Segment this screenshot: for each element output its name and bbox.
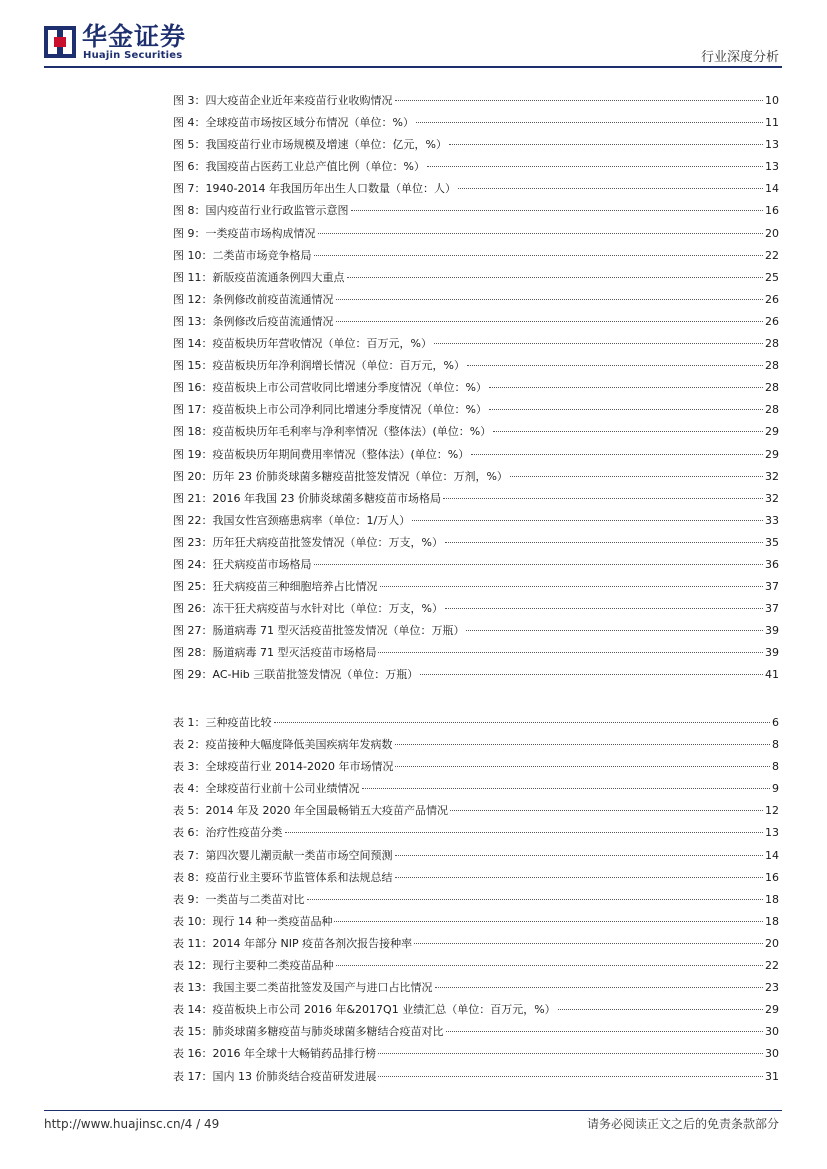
toc-page-number: 39 [765, 624, 779, 638]
dot-leader [314, 255, 764, 256]
dot-leader [395, 877, 764, 878]
dot-leader [395, 744, 771, 745]
figure-toc-row[interactable] [173, 313, 779, 335]
dot-leader [471, 454, 763, 455]
toc-page-number: 29 [765, 1003, 779, 1017]
toc-entry-title: 图 29：AC-Hib 三联苗批签发情况（单位：万瓶） [173, 668, 419, 682]
figure-toc-row[interactable] [173, 578, 779, 600]
toc-page-number: 18 [765, 914, 779, 928]
toc-entry-title: 表 11：2014 年部分 NIP 疫苗各剂次报告接种率 [173, 936, 413, 950]
dot-leader [334, 921, 763, 922]
table-toc-row[interactable] [173, 714, 779, 736]
dot-leader [414, 943, 763, 944]
brand-name-en: Huajin Securities [83, 50, 183, 61]
toc-page-number: 39 [765, 646, 779, 660]
toc-entry-title: 图 9：一类疫苗市场构成情况 [173, 226, 316, 240]
toc-entry-title: 图 8：国内疫苗行业行政监管示意图 [173, 204, 349, 218]
table-toc-row[interactable] [173, 891, 779, 913]
dot-leader [378, 1076, 763, 1077]
toc-entry-title: 图 23：历年狂犬病疫苗批签发情况（单位：万支，%） [173, 535, 443, 549]
toc-page-number: 31 [765, 1069, 779, 1083]
figure-toc-row[interactable] [173, 335, 779, 357]
figure-toc-row[interactable] [173, 158, 779, 180]
toc-entry-title: 图 7：1940-2014 年我国历年出生人口数量（单位：人） [173, 182, 456, 196]
dot-leader [412, 520, 763, 521]
toc-entry-title: 表 9：一类苗与二类苗对比 [173, 892, 305, 906]
toc-entry-title: 图 20：历年 23 价肺炎球菌多糖疫苗批签发情况（单位：万剂，%） [173, 469, 508, 483]
toc-entry-title: 表 2：疫苗接种大幅度降低美国疾病年发病数 [173, 738, 393, 752]
dot-leader [416, 122, 763, 123]
toc-page-number: 13 [765, 138, 779, 152]
toc-entry-title: 图 3：四大疫苗企业近年来疫苗行业收购情况 [173, 94, 393, 107]
table-toc-row[interactable] [173, 935, 779, 957]
dot-leader [458, 188, 763, 189]
page-header [0, 0, 827, 70]
toc-page-number: 16 [765, 204, 779, 218]
figure-toc-row[interactable] [173, 357, 779, 379]
toc-entry-title: 表 17：国内 13 价肺炎结合疫苗研发进展 [173, 1069, 377, 1083]
figure-toc-row[interactable] [173, 401, 779, 423]
figure-toc-row[interactable] [173, 247, 779, 269]
figure-toc-row[interactable] [173, 622, 779, 644]
toc-entry-title: 图 11：新版疫苗流通条例四大重点 [173, 270, 345, 284]
toc-page-number: 29 [765, 447, 779, 461]
toc-page-number: 10 [765, 94, 779, 107]
dot-leader [443, 498, 763, 499]
dot-leader [307, 899, 764, 900]
dot-leader [336, 965, 764, 966]
dot-leader [446, 1031, 764, 1032]
dot-leader [435, 987, 764, 988]
dot-leader [274, 722, 771, 723]
toc-page-number: 30 [765, 1025, 779, 1039]
toc-page-number: 14 [765, 182, 779, 196]
toc-entry-title: 表 4：全球疫苗行业前十公司业绩情况 [173, 782, 360, 796]
dot-leader [489, 409, 763, 410]
toc-entry-title: 图 10：二类苗市场竞争格局 [173, 248, 312, 262]
toc-page-number: 37 [765, 580, 779, 594]
toc-entry-title: 图 22：我国女性宫颈癌患病率（单位：1/万人） [173, 513, 411, 527]
toc-entry-title: 图 18：疫苗板块历年毛利率与净利率情况（整体法）(单位：%） [173, 425, 492, 439]
footer-url-page[interactable]: http://www.huajinsc.cn/4 / 49 [44, 1117, 220, 1131]
figure-toc-row[interactable] [173, 225, 779, 247]
header-divider [44, 66, 782, 68]
toc-entry-title: 图 28：肠道病毒 71 型灭活疫苗市场格局 [173, 646, 377, 660]
toc-entry-title: 图 26：冻干狂犬病疫苗与水针对比（单位：万支，%） [173, 602, 443, 616]
dot-leader [450, 810, 763, 811]
toc-page-number: 12 [765, 804, 779, 818]
toc-entry-title: 图 15：疫苗板块历年净利润增长情况（单位：百万元，%） [173, 359, 465, 373]
dot-leader [351, 210, 764, 211]
figure-toc-row[interactable] [173, 468, 779, 490]
toc-entry-title: 图 25：狂犬病疫苗三种细胞培养占比情况 [173, 580, 378, 594]
toc-page-number: 22 [765, 248, 779, 262]
brand-name-cn: 华金证券 [82, 22, 187, 51]
toc-entry-title: 图 14：疫苗板块历年营收情况（单位：百万元，%） [173, 337, 432, 351]
figure-toc-row[interactable] [173, 114, 779, 136]
dot-leader [380, 586, 764, 587]
toc-entry-title: 表 10：现行 14 种一类疫苗品种 [173, 914, 333, 928]
toc-page-number: 25 [765, 270, 779, 284]
table-toc-row[interactable] [173, 824, 779, 846]
figure-toc-row[interactable] [173, 92, 779, 114]
figure-toc-row[interactable] [173, 512, 779, 534]
table-list [173, 714, 779, 1090]
dot-leader [395, 766, 770, 767]
table-toc-row[interactable] [173, 913, 779, 935]
toc-page-number: 22 [765, 959, 779, 973]
toc-page-number: 37 [765, 602, 779, 616]
figure-toc-row[interactable] [173, 423, 779, 445]
toc-page-number: 41 [765, 668, 779, 682]
toc-page-number: 30 [765, 1047, 779, 1061]
dot-leader [318, 233, 764, 234]
table-toc-row[interactable] [173, 1045, 779, 1067]
dot-leader [449, 144, 763, 145]
table-toc-row[interactable] [173, 869, 779, 891]
figure-toc-row[interactable] [173, 379, 779, 401]
dot-leader [467, 365, 763, 366]
figure-toc-row[interactable] [173, 446, 779, 468]
toc-page-number: 29 [765, 425, 779, 439]
toc-entry-title: 表 12：现行主要种二类疫苗品种 [173, 959, 334, 973]
toc-page-number: 11 [765, 116, 779, 130]
footer-disclaimer: 请务必阅读正文之后的免责条款部分 [586, 1117, 779, 1131]
dot-leader [362, 788, 771, 789]
figure-toc-row[interactable] [173, 136, 779, 158]
table-toc-row[interactable] [173, 1001, 779, 1023]
table-toc-row[interactable] [173, 1023, 779, 1045]
table-toc-row[interactable] [173, 780, 779, 802]
dot-leader [510, 476, 763, 477]
toc-entry-title: 图 5：我国疫苗行业市场规模及增速（单位：亿元，%） [173, 138, 447, 152]
toc-entry-title: 图 13：条例修改后疫苗流通情况 [173, 314, 334, 328]
toc-entry-title: 表 5：2014 年及 2020 年全国最畅销五大疫苗产品情况 [173, 804, 448, 818]
toc-page-number: 8 [772, 760, 779, 774]
toc-entry-title: 表 1：三种疫苗比较 [173, 716, 272, 729]
toc-page-number: 6 [772, 716, 779, 729]
footer-divider [44, 1110, 782, 1111]
table-toc-row[interactable] [173, 736, 779, 758]
dot-leader [420, 674, 763, 675]
figure-toc-row[interactable] [173, 666, 779, 688]
toc-entry-title: 表 15：肺炎球菌多糖疫苗与肺炎球菌多糖结合疫苗对比 [173, 1025, 444, 1039]
toc-page-number: 32 [765, 491, 779, 505]
toc-page-number: 28 [765, 359, 779, 373]
huajin-logo-icon [44, 26, 76, 58]
dot-leader [493, 431, 763, 432]
toc-entry-title: 表 16：2016 年全球十大畅销药品排行榜 [173, 1047, 376, 1061]
toc-entry-title: 表 13：我国主要二类苗批签发及国产与进口占比情况 [173, 981, 433, 995]
dot-leader [445, 608, 763, 609]
figure-toc-row[interactable] [173, 600, 779, 622]
figure-list [173, 92, 779, 689]
dot-leader [558, 1009, 763, 1010]
table-toc-row[interactable] [173, 802, 779, 824]
dot-leader [466, 630, 763, 631]
figure-toc-row[interactable] [173, 490, 779, 512]
toc-page-number: 26 [765, 292, 779, 306]
toc-entry-title: 图 17：疫苗板块上市公司净利同比增速分季度情况（单位：%） [173, 403, 487, 417]
toc-entry-title: 图 27：肠道病毒 71 型灭活疫苗批签发情况（单位：万瓶） [173, 624, 465, 638]
figure-toc-row[interactable] [173, 269, 779, 291]
toc-entry-title: 图 21：2016 年我国 23 价肺炎球菌多糖疫苗市场格局 [173, 491, 441, 505]
toc-entry-title: 表 7：第四次婴儿潮贡献一类苗市场空间预测 [173, 848, 393, 862]
toc-page-number: 36 [765, 557, 779, 571]
toc-entry-title: 表 8：疫苗行业主要环节监管体系和法规总结 [173, 870, 393, 884]
dot-leader [378, 1053, 763, 1054]
toc-entry-title: 图 6：我国疫苗占医药工业总产值比例（单位：%） [173, 160, 425, 174]
toc-page-number: 33 [765, 513, 779, 527]
toc-page-number: 23 [765, 981, 779, 995]
toc-page-number: 16 [765, 870, 779, 884]
report-type-label: 行业深度分析 [700, 50, 779, 65]
dot-leader [336, 321, 764, 322]
dot-leader [378, 652, 763, 653]
toc-page-number: 9 [772, 782, 779, 796]
toc-page-number: 13 [765, 826, 779, 840]
figure-toc-row[interactable] [173, 556, 779, 578]
dot-leader [434, 343, 763, 344]
figure-toc-row[interactable] [173, 180, 779, 202]
toc-page-number: 18 [765, 892, 779, 906]
toc-page-number: 28 [765, 403, 779, 417]
figure-toc-row[interactable] [173, 644, 779, 666]
toc-page-number: 20 [765, 226, 779, 240]
toc-page-number: 26 [765, 314, 779, 328]
dot-leader [314, 564, 764, 565]
toc-entry-title: 图 12：条例修改前疫苗流通情况 [173, 292, 334, 306]
toc-page-number: 20 [765, 936, 779, 950]
dot-leader [427, 166, 763, 167]
figure-toc-row[interactable] [173, 291, 779, 313]
dot-leader [445, 542, 763, 543]
toc-page-number: 13 [765, 160, 779, 174]
dot-leader [395, 855, 764, 856]
toc-entry-title: 表 14：疫苗板块上市公司 2016 年&2017Q1 业绩汇总（单位：百万元，%） [173, 1003, 556, 1017]
toc-page-number: 14 [765, 848, 779, 862]
toc-page-number: 28 [765, 381, 779, 395]
toc-entry-title: 图 4：全球疫苗市场按区域分布情况（单位：%） [173, 116, 414, 130]
toc-entry-title: 表 6：治疗性疫苗分类 [173, 826, 283, 840]
dot-leader [347, 277, 764, 278]
table-toc-row[interactable] [173, 847, 779, 869]
toc-entry-title: 图 24：狂犬病疫苗市场格局 [173, 557, 312, 571]
dot-leader [285, 832, 764, 833]
toc-page-number: 35 [765, 535, 779, 549]
dot-leader [395, 100, 764, 101]
toc-entry-title: 图 16：疫苗板块上市公司营收同比增速分季度情况（单位：%） [173, 381, 487, 395]
figure-toc-row[interactable] [173, 534, 779, 556]
table-toc-row[interactable] [173, 957, 779, 979]
toc-entry-title: 表 3：全球疫苗行业 2014-2020 年市场情况 [173, 760, 394, 774]
toc-page-number: 8 [772, 738, 779, 752]
figure-toc-row[interactable] [173, 202, 779, 224]
table-toc-row[interactable] [173, 1068, 779, 1090]
table-toc-row[interactable] [173, 979, 779, 1001]
toc-page-number: 28 [765, 337, 779, 351]
dot-leader [489, 387, 763, 388]
toc-page-number: 32 [765, 469, 779, 483]
dot-leader [336, 299, 764, 300]
toc-entry-title: 图 19：疫苗板块历年期间费用率情况（整体法）(单位：%） [173, 447, 470, 461]
table-toc-row[interactable] [173, 758, 779, 780]
